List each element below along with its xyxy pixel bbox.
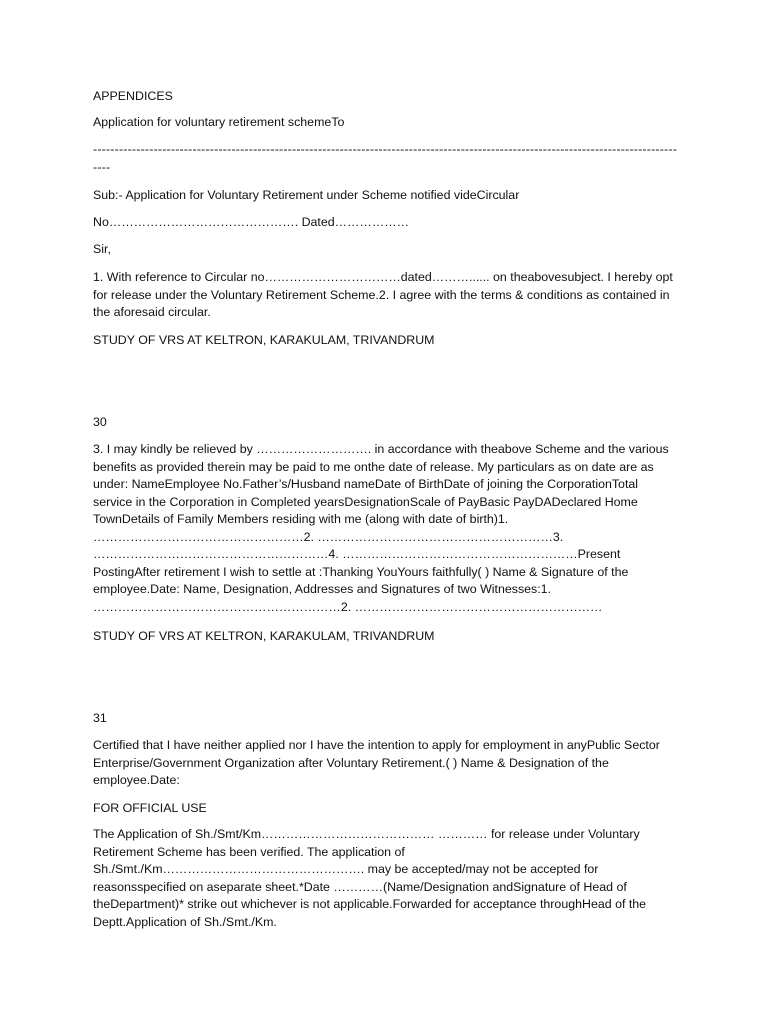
paragraph-3: 3. I may kindly be relieved by ………………………. in accordance with theabove Scheme and the various benefits as provided therein may be paid to me onthe date of release. My particulars as on date are as under: NameEmployee No.Father’s/Husband nameDate of BirthDate of joining the CorporationTotal service in the Corporation in Completed yearsDesignationScale of PayBasic PayDADeclared Home TownDetails of Family Members residing with me (along with date of birth)1. ……………………………………………2. …………………………………………………3. …………………………………………………4. …………………………………………………Present PostingAfter retirement I wish to settle at :Thanking YouYours faithfully( ) Name & Signature of the employee.Date: Name, Designation, Addresses and Signatures of two Witnesses:1. ……………………………………………………2. ……………………………………………………: [93, 442, 669, 614]
divider-line: -------------------------------------------------------------------------------------------------------------------------------------------: [93, 142, 678, 174]
application-title: Application for voluntary retirement schemeTo: [93, 115, 345, 129]
appendices-heading: APPENDICES: [93, 89, 173, 103]
running-title-1: STUDY OF VRS AT KELTRON, KARAKULAM, TRIVANDRUM: [93, 333, 435, 347]
official-use-heading: FOR OFFICIAL USE: [93, 801, 207, 815]
official-use-paragraph: The Application of Sh./Smt/Km…………………………………… ………… for release under Voluntary Retirement Scheme has been verified. The application of Sh./Smt./Km…………………………………………. may be accepted/may not be accepted for reasonsspecified on aseparate sheet.*Date …………(Name/Designation andSignature of Head of theDepartment)* strike out whichever is not applicable.Forwarded for acceptance throughHead of the Deptt.Application of Sh./Smt./Km.: [93, 827, 647, 929]
circular-number-dated: No………………………………………. Dated………………: [93, 215, 409, 229]
page-number-30: 30: [93, 415, 107, 429]
certification-paragraph: Certified that I have neither applied nor I have the intention to apply for employment in anyPublic Sector Enterprise/Government Organization after Voluntary Retirement.( ) Name & Designation of the employee.Date:: [93, 738, 660, 787]
subject-line: Sub:- Application for Voluntary Retirement under Scheme notified videCircular: [93, 188, 520, 202]
running-title-2: STUDY OF VRS AT KELTRON, KARAKULAM, TRIVANDRUM: [93, 629, 435, 643]
salutation: Sir,: [93, 242, 111, 256]
paragraph-1: 1. With reference to Circular no……………………………dated………...... on theabovesubject. I hereby opt for release under the Voluntary Retirement Scheme.2. I agree with the terms & conditions as contained in the aforesaid circular.: [93, 270, 673, 319]
page-number-31: 31: [93, 711, 107, 725]
